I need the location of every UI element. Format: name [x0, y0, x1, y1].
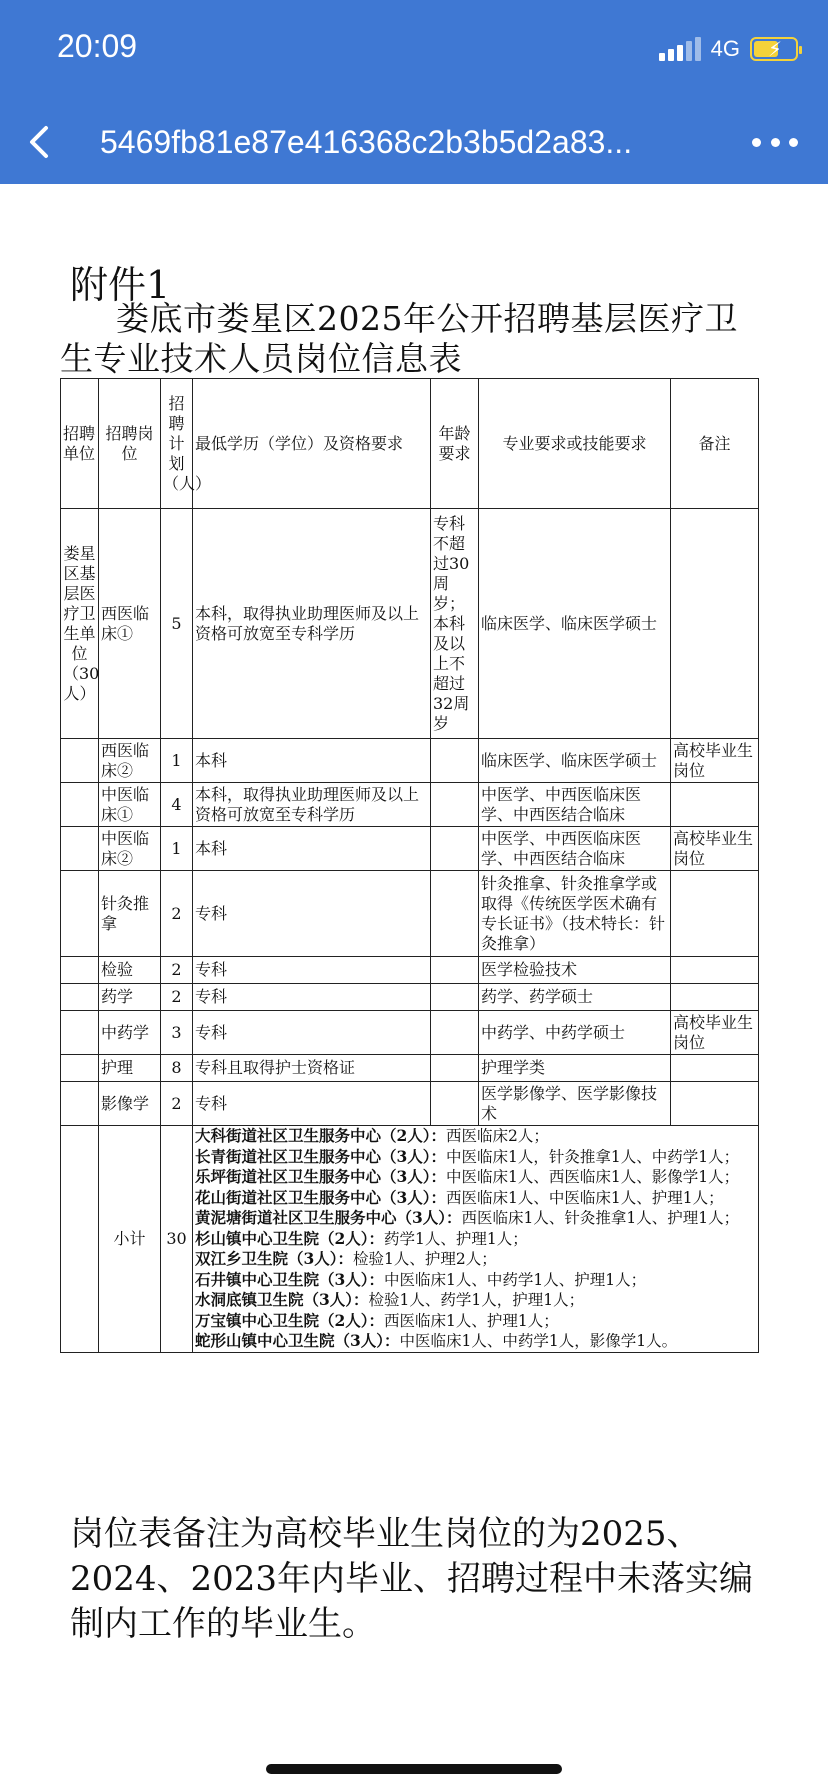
cell-unit-empty [61, 1082, 99, 1126]
home-indicator[interactable] [266, 1764, 562, 1774]
table-row [61, 1011, 759, 1055]
subtotal-item: 石井镇中心卫生院（3人）：中医临床1人、中药学1人、护理1人； [195, 1269, 647, 1289]
cell-major: 医学影像学、医学影像技术 [479, 1082, 671, 1126]
cell-unit-empty [61, 871, 99, 957]
header-plan: 招聘计划（人） [161, 379, 193, 509]
cell-position: 中药学 [99, 1011, 161, 1055]
battery-charging-icon: ⚡ [750, 37, 798, 61]
header-education: 最低学历（学位）及资格要求 [193, 379, 431, 509]
cell-count: 1 [161, 739, 193, 783]
cell-remark: 高校毕业生岗位 [671, 827, 759, 871]
chevron-left-icon[interactable] [22, 120, 62, 164]
cell-count: 1 [161, 827, 193, 871]
network-type: 4G [710, 36, 740, 61]
cell-education: 本科，取得执业助理医师及以上资格可放宽至专科学历 [193, 509, 431, 739]
cell-major: 中医学、中西医临床医学、中西医结合临床 [479, 827, 671, 871]
more-icon[interactable] [752, 130, 798, 154]
subtotal-item: 杉山镇中心卫生院（2人）：药学1人、护理1人； [195, 1228, 528, 1248]
cell-unit: 娄星区基层医疗卫生单位（30人） [61, 509, 99, 739]
cell-major: 针灸推拿、针灸推拿学或取得《传统医学医术确有专长证书》（技术特长：针灸推拿） [479, 871, 671, 957]
footer-note: 岗位表备注为高校毕业生岗位的为2025、2024、2023年内毕业、招聘过程中未落实编制内工作的毕业生。 [70, 1514, 754, 1644]
cell-count: 2 [161, 1082, 193, 1126]
table-row [61, 509, 759, 739]
cell-major: 药学、药学硕士 [479, 984, 671, 1011]
nav-title: 5469fb81e87e416368c2b3b5d2a83... [100, 124, 633, 160]
signal-icon [659, 37, 701, 61]
cell-count: 2 [161, 957, 193, 984]
cell-unit-empty [61, 1055, 99, 1082]
cell-education: 专科 [193, 871, 431, 957]
cell-position: 针灸推拿 [99, 871, 161, 957]
cell-unit-empty [61, 739, 99, 783]
cell-age [431, 1055, 479, 1082]
cell-remark [671, 783, 759, 827]
subtotal-item: 万宝镇中心卫生院（2人）：西医临床1人、护理1人； [195, 1310, 559, 1330]
subtotal-item: 水洞底镇卫生院（3人）：检验1人、药学1人，护理1人； [195, 1290, 585, 1309]
table-row [61, 783, 759, 827]
cell-remark [671, 1055, 759, 1082]
subtotal-details [193, 1126, 759, 1353]
cell-count: 2 [161, 984, 193, 1011]
cell-education: 专科 [193, 1011, 431, 1055]
table-row [61, 1082, 759, 1126]
subtotal-row [61, 1126, 759, 1353]
table-row [61, 871, 759, 957]
table-row [61, 827, 759, 871]
status-time: 20:09 [57, 28, 138, 64]
table-row [61, 739, 759, 783]
cell-remark [671, 871, 759, 957]
cell-position: 中医临床② [99, 827, 161, 871]
header-position: 招聘岗位 [99, 379, 161, 509]
subtotal-count: 30 [161, 1126, 193, 1353]
cell-age [431, 783, 479, 827]
cell-major: 中药学、中药学硕士 [479, 1011, 671, 1055]
cell-count: 5 [161, 509, 193, 739]
cell-education: 本科 [193, 739, 431, 783]
cell-count: 4 [161, 783, 193, 827]
app-header [0, 0, 828, 184]
cell-age [431, 1011, 479, 1055]
nav-bar [0, 100, 828, 184]
cell-position: 影像学 [99, 1082, 161, 1126]
cell-education: 专科 [193, 1082, 431, 1126]
header-remark: 备注 [671, 379, 759, 509]
cell-education: 专科 [193, 984, 431, 1011]
attachment-label: 附件1 [70, 263, 171, 307]
subtotal-label: 小计 [99, 1126, 161, 1353]
cell-age [431, 1082, 479, 1126]
cell-unit-empty [61, 1011, 99, 1055]
subtotal-item: 双江乡卫生院（3人）：检验1人、护理2人； [195, 1249, 497, 1268]
cell-major: 临床医学、临床医学硕士 [479, 509, 671, 739]
document-title: 娄底市娄星区2025年公开招聘基层医疗卫生专业技术人员岗位信息表 [60, 299, 738, 378]
cell-unit-empty [61, 1126, 99, 1353]
cell-age [431, 871, 479, 957]
status-icons [659, 32, 798, 66]
cell-remark: 高校毕业生岗位 [671, 739, 759, 783]
cell-count: 8 [161, 1055, 193, 1082]
cell-position: 药学 [99, 984, 161, 1011]
cell-unit-empty [61, 984, 99, 1011]
cell-age [431, 957, 479, 984]
cell-position: 中医临床① [99, 783, 161, 827]
cell-unit-empty [61, 827, 99, 871]
cell-age [431, 739, 479, 783]
cell-unit-empty [61, 783, 99, 827]
cell-position: 护理 [99, 1055, 161, 1082]
subtotal-item: 大科街道社区卫生服务中心（2人）：西医临床2人； [195, 1126, 549, 1145]
cell-major: 医学检验技术 [479, 957, 671, 984]
subtotal-item: 乐坪街道社区卫生服务中心（3人）：中医临床1人、西医临床1人、影像学1人； [195, 1167, 740, 1186]
header-age: 年龄要求 [431, 379, 479, 509]
cell-age [431, 827, 479, 871]
cell-remark [671, 509, 759, 739]
cell-remark [671, 957, 759, 984]
cell-education: 专科 [193, 957, 431, 984]
cell-count: 3 [161, 1011, 193, 1055]
cell-count: 2 [161, 871, 193, 957]
subtotal-item: 长青街道社区卫生服务中心（3人）：中医临床1人，针灸推拿1人、中药学1人； [195, 1146, 740, 1166]
cell-position: 西医临床① [99, 509, 161, 739]
position-table [60, 378, 759, 1353]
subtotal-item: 黄泥塘街道社区卫生服务中心（3人）：西医临床1人、针灸推拿1人、护理1人； [195, 1208, 740, 1227]
table-header-row [61, 379, 759, 509]
cell-remark: 高校毕业生岗位 [671, 1011, 759, 1055]
cell-major: 中医学、中西医临床医学、中西医结合临床 [479, 783, 671, 827]
table-row [61, 1055, 759, 1082]
cell-major: 护理学类 [479, 1055, 671, 1082]
table-row [61, 957, 759, 984]
cell-education: 专科且取得护士资格证 [193, 1055, 431, 1082]
cell-education: 本科，取得执业助理医师及以上资格可放宽至专科学历 [193, 783, 431, 827]
cell-position: 检验 [99, 957, 161, 984]
header-major: 专业要求或技能要求 [479, 379, 671, 509]
cell-age [431, 984, 479, 1011]
table-row [61, 984, 759, 1011]
subtotal-item: 蛇形山镇中心卫生院（3人）：中医临床1人、中药学1人，影像学1人。 [195, 1331, 678, 1350]
cell-remark [671, 1082, 759, 1126]
cell-remark [671, 984, 759, 1011]
cell-major: 临床医学、临床医学硕士 [479, 739, 671, 783]
cell-age: 专科不超过30周岁；本科及以上不超过32周岁 [431, 509, 479, 739]
cell-unit-empty [61, 957, 99, 984]
subtotal-item: 花山街道社区卫生服务中心（3人）：西医临床1人、中医临床1人、护理1人； [195, 1187, 724, 1207]
header-unit: 招聘单位 [61, 379, 99, 509]
cell-education: 本科 [193, 827, 431, 871]
cell-position: 西医临床② [99, 739, 161, 783]
